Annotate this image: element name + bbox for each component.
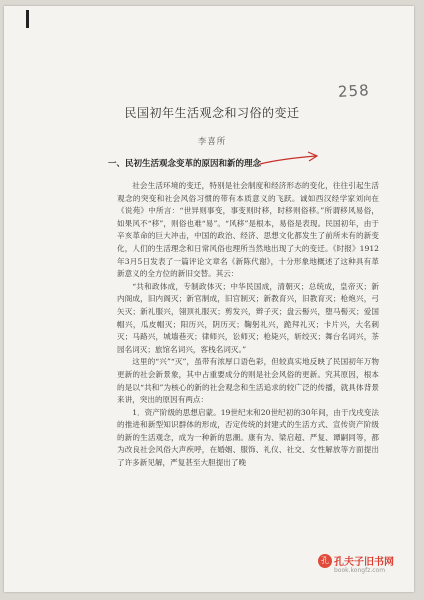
paragraph: 1．资产阶级的思想启蒙。19世纪末和20世纪初的30年间，由于戊戌变法的推进和新型知识群体的形成，否定传统的封建式的生活方式、宣传资产阶级的新的生活观念，成为一种新的思潮。康有为、梁启超、严复、谭嗣同等，都为改良社会风俗大声疾呼，在婚姻、服饰、礼仪、社交、女性解放等方面提出了许多新见解，严复甚至大胆提出了晚: [117, 407, 379, 468]
watermark-url: book.kongfz.com: [334, 567, 386, 574]
paragraph: 这里的“兴”“灭”，虽带有浓厚口语色彩，但较真实地反映了民国初年万物更新的社会新景象，其中占重要成分的则是社会风俗的更新。究其原因，根本的是以“共和”为核心的新的社会观念和生活追求的较广泛的传播，就具体背景来讲，突出的原因有两点：: [117, 357, 379, 405]
article-author: 李喜所: [197, 137, 227, 147]
watermark: [318, 553, 394, 574]
paragraph: 社会生活环境的变迁，特别是社会制度和经济形态的变化，往往引起生活观念的突变和社会风俗习惯的带有本质意义的飞跃。诚如西汉经学家刘向在《说苑》中所言：“世异则事变，事变则时移，时移则俗移。”所谓移风易俗，如果风不“移”，则俗也难“易”。“风移”是根本，易俗是表现。民国初年，由于辛亥革命的巨大冲击，中国的政治、经济、思想文化都发生了前所未有的新变化，人们的生活理念和日常风俗也理所当然地出现了大的变迁。《时报》1912年3月5日发表了一篇评论文章名《新陈代谢》，十分形象地概述了这种具有革新意义的全方位的新旧交替。其云：: [117, 181, 379, 279]
watermark-brand: 孔夫子旧书网: [334, 557, 394, 568]
watermark-logo-icon: 孔: [318, 554, 332, 568]
article-title: 民国初年生活观念和习俗的变迁: [124, 106, 300, 120]
hand-drawn-arrow-icon: [258, 148, 322, 174]
handwritten-page-number: 258: [337, 81, 371, 101]
section-heading: 一、民初生活观念变革的原因和新的理念: [108, 159, 262, 169]
paragraph: “共和政体成，专制政体灭；中华民国成，清朝灭；总统成，皇帝灭；新内阁成，旧内阁灭；新官制成，旧官制灭；新教育兴，旧教育灭；枪炮兴，弓矢灭；新礼服兴，翎顶礼服灭；剪发兴，辫子灭；盘云髻兴，堕马髻灭；爱国帽兴，瓜皮帽灭；阳历兴，阴历灭；鞠躬礼兴，跪拜礼灭；卡片兴，大名刺灭；马路兴，城墙巷灭；律师兴，讼师灭；枪毙兴，斩绞灭；舞台名词兴，茶园名词灭；旅馆名词兴，客栈名词灭。”: [117, 281, 379, 354]
binding-mark: [26, 10, 29, 28]
article-body: [117, 180, 379, 534]
